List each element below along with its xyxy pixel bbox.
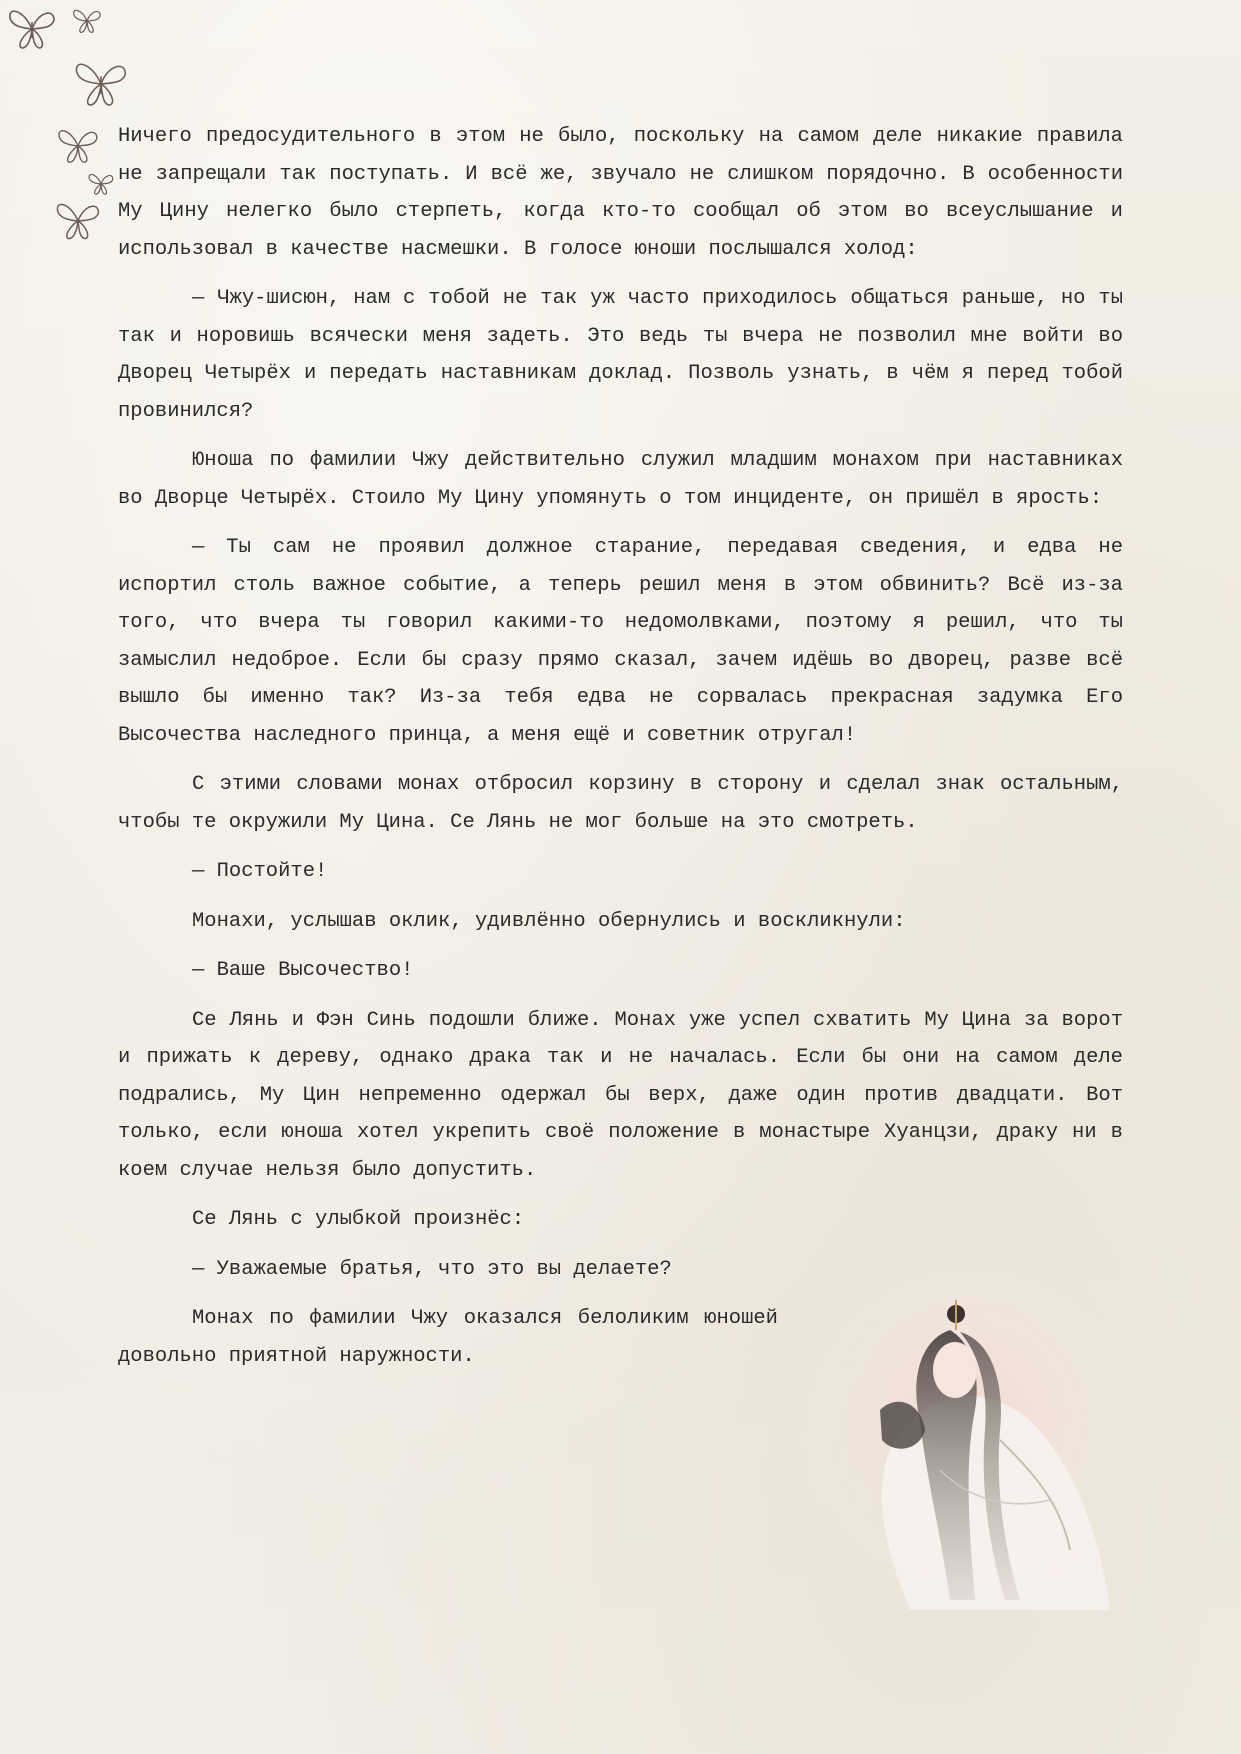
butterfly-icon [4,4,60,54]
paragraph: — Ты сам не проявил должное старание, передавая сведения, и едва не испортил столь важное событие, а теперь решил меня в этом обвинить? Всё из-за того, что вчера ты говорил какими-то недомолвками, поэтому я решил, что ты замыслил недоброе. Если бы сразу прямо сказал, зачем идёшь во дворец, разве всё вышло бы именно так? Из-за тебя едва не сорвалась прекрасная задумка Его Высочества наследного принца, а меня ещё и советник отругал! [118,536,1123,747]
butterfly-icon [70,6,104,36]
paragraph: Ничего предосудительного в этом не было, поскольку на самом деле никакие правила не запрещали так поступать. И всё же, звучало не слишком порядочно. В особенности Му Цину нелегко было стерпеть, когда кто-то сообщал об этом во всеуслышание и использовал в качестве насмешки. В голосе юноши послышался холод: [118,125,1123,261]
butterfly-icon [54,124,102,168]
butterfly-icon [52,196,104,246]
butterfly-icon [86,170,116,198]
document-body [118,118,1123,1387]
paragraph: Се Лянь с улыбкой произнёс: [192,1208,525,1231]
paragraph: Монах по фамилии Чжу оказался белоликим юношей довольно приятной наружности. [118,1307,778,1368]
paragraph: Се Лянь и Фэн Синь подошли ближе. Монах уже успел схватить Му Цина за ворот и прижать к дереву, однако драка так и не началась. Если бы они на самом деле подрались, Му Цин непременно одержал бы верх, даже один против двадцати. Вот только, если юноша хотел укрепить своё положение в монастыре Хуанцзи, драку ни в коем случае нельзя было допустить. [118,1008,1123,1182]
paragraph: — Постойте! [192,860,328,883]
paragraph: С этими словами монах отбросил корзину в сторону и сделал знак остальным, чтобы те окружили Му Цина. Се Лянь не мог больше на это смотреть. [118,773,1123,834]
paragraph: — Ваше Высочество! [192,959,414,982]
paragraph: Юноша по фамилии Чжу действительно служил младшим монахом при наставниках во Дворце Четырёх. Стоило Му Цину упомянуть о том инциденте, он пришёл в ярость: [118,449,1123,510]
butterfly-icon [70,56,132,112]
paragraph: — Уважаемые братья, что это вы делаете? [192,1257,672,1281]
paragraph: — Чжу-шисюн, нам с тобой не так уж часто приходилось общаться раньше, но ты так и норовишь всячески меня задеть. Это ведь ты вчера не позволил мне войти во Дворец Четырёх и передать наставникам доклад. Позволь узнать, в чём я перед тобой провинился? [118,287,1123,423]
butterfly-cluster [0,0,125,260]
paragraph: Монахи, услышав оклик, удивлённо обернулись и воскликнули: [192,909,906,933]
